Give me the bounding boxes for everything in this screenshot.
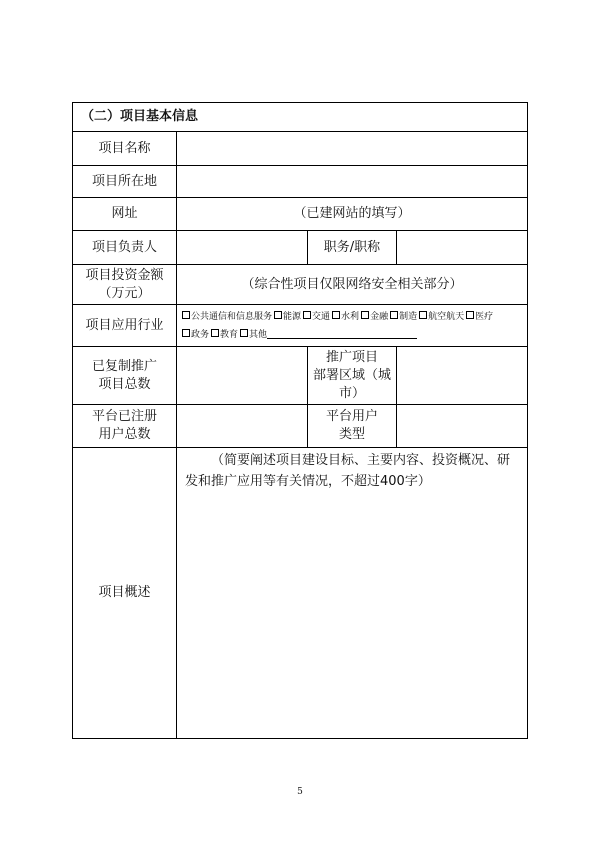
overview-label: 项目概述 xyxy=(98,585,151,600)
project-name-field[interactable] xyxy=(176,132,527,165)
checkbox-icon xyxy=(182,329,190,337)
replicated-label-line1: 已复制推广 xyxy=(91,358,157,374)
deploy-region-field[interactable] xyxy=(396,347,527,404)
project-name-row xyxy=(73,131,527,165)
checkbox-icon xyxy=(182,311,190,319)
website-hint: （已建网站的填写） xyxy=(293,206,411,221)
replicated-label xyxy=(73,347,176,404)
industry-options xyxy=(176,305,527,346)
user-type-label xyxy=(307,405,396,447)
registered-label xyxy=(73,405,176,447)
position-field[interactable] xyxy=(396,231,527,264)
investment-label-line2: （万元） xyxy=(98,285,151,301)
investment-row xyxy=(73,264,527,304)
page-number: 5 xyxy=(297,787,303,797)
leader-row xyxy=(73,230,527,264)
checkbox-icon xyxy=(390,311,398,319)
checkbox-icon xyxy=(466,311,474,319)
checkbox-icon xyxy=(361,311,369,319)
checkbox-icon xyxy=(332,311,340,319)
industry-label: 项目应用行业 xyxy=(85,317,164,333)
website-field[interactable] xyxy=(176,198,527,230)
industry-option-medical[interactable]: 医疗 xyxy=(466,310,493,324)
position-label: 职务/职称 xyxy=(307,231,396,264)
overview-row xyxy=(73,447,527,738)
industry-option-other[interactable]: 其他 xyxy=(240,328,417,342)
user-type-field[interactable] xyxy=(396,405,527,447)
deploy-region-label xyxy=(307,347,396,404)
investment-label xyxy=(73,265,176,304)
replicated-label-line2: 项目总数 xyxy=(98,376,151,392)
other-fill-line[interactable] xyxy=(267,329,417,339)
industry-option-transport[interactable]: 交通 xyxy=(303,310,330,324)
user-type-label-line1: 平台用户 xyxy=(325,409,378,424)
investment-hint: （综合性项目仅限网络安全相关部分） xyxy=(241,276,463,292)
registered-label-line1: 平台已注册 xyxy=(91,409,157,424)
industry-option-finance[interactable]: 金融 xyxy=(361,310,388,324)
registered-field[interactable] xyxy=(176,405,307,447)
leader-label: 项目负责人 xyxy=(91,239,157,255)
registered-row xyxy=(73,404,527,447)
deploy-label-line1: 推广项目 xyxy=(325,349,378,365)
replicated-row xyxy=(73,346,527,404)
industry-option-energy[interactable]: 能源 xyxy=(274,310,301,324)
project-info-form xyxy=(72,102,528,739)
project-location-field[interactable] xyxy=(176,166,527,197)
overview-hint: （简要阐述项目建设目标、主要内容、投资概况、研发和推广应用等有关情况，不超过400字） xyxy=(185,453,511,489)
deploy-label-line3: 市） xyxy=(338,385,365,401)
overview-field[interactable] xyxy=(176,448,527,738)
checkbox-icon xyxy=(240,329,248,337)
industry-option-manufacturing[interactable]: 制造 xyxy=(390,310,417,324)
checkbox-icon xyxy=(419,311,427,319)
industry-option-aerospace[interactable]: 航空航天 xyxy=(419,310,464,324)
project-location-label: 项目所在地 xyxy=(91,173,157,189)
project-location-row xyxy=(73,165,527,197)
industry-option-telecom[interactable]: 公共通信和信息服务 xyxy=(182,310,272,324)
checkbox-icon xyxy=(274,311,282,319)
investment-label-line1: 项目投资金额 xyxy=(85,267,164,283)
checkbox-icon xyxy=(211,329,219,337)
industry-option-government[interactable]: 政务 xyxy=(182,328,209,342)
investment-field[interactable] xyxy=(176,265,527,304)
project-name-label: 项目名称 xyxy=(98,140,151,156)
industry-row xyxy=(73,304,527,346)
industry-option-education[interactable]: 教育 xyxy=(211,328,238,342)
website-row xyxy=(73,197,527,230)
section-header-row xyxy=(73,103,527,131)
user-type-label-line2: 类型 xyxy=(338,427,365,442)
industry-option-water[interactable]: 水利 xyxy=(332,310,359,324)
registered-label-line2: 用户总数 xyxy=(98,427,151,442)
deploy-label-line2: 部署区域（城 xyxy=(312,367,391,383)
website-label: 网址 xyxy=(111,206,138,221)
leader-field[interactable] xyxy=(176,231,307,264)
section-title: （二）项目基本信息 xyxy=(81,109,199,124)
checkbox-icon xyxy=(303,311,311,319)
replicated-field[interactable] xyxy=(176,347,307,404)
